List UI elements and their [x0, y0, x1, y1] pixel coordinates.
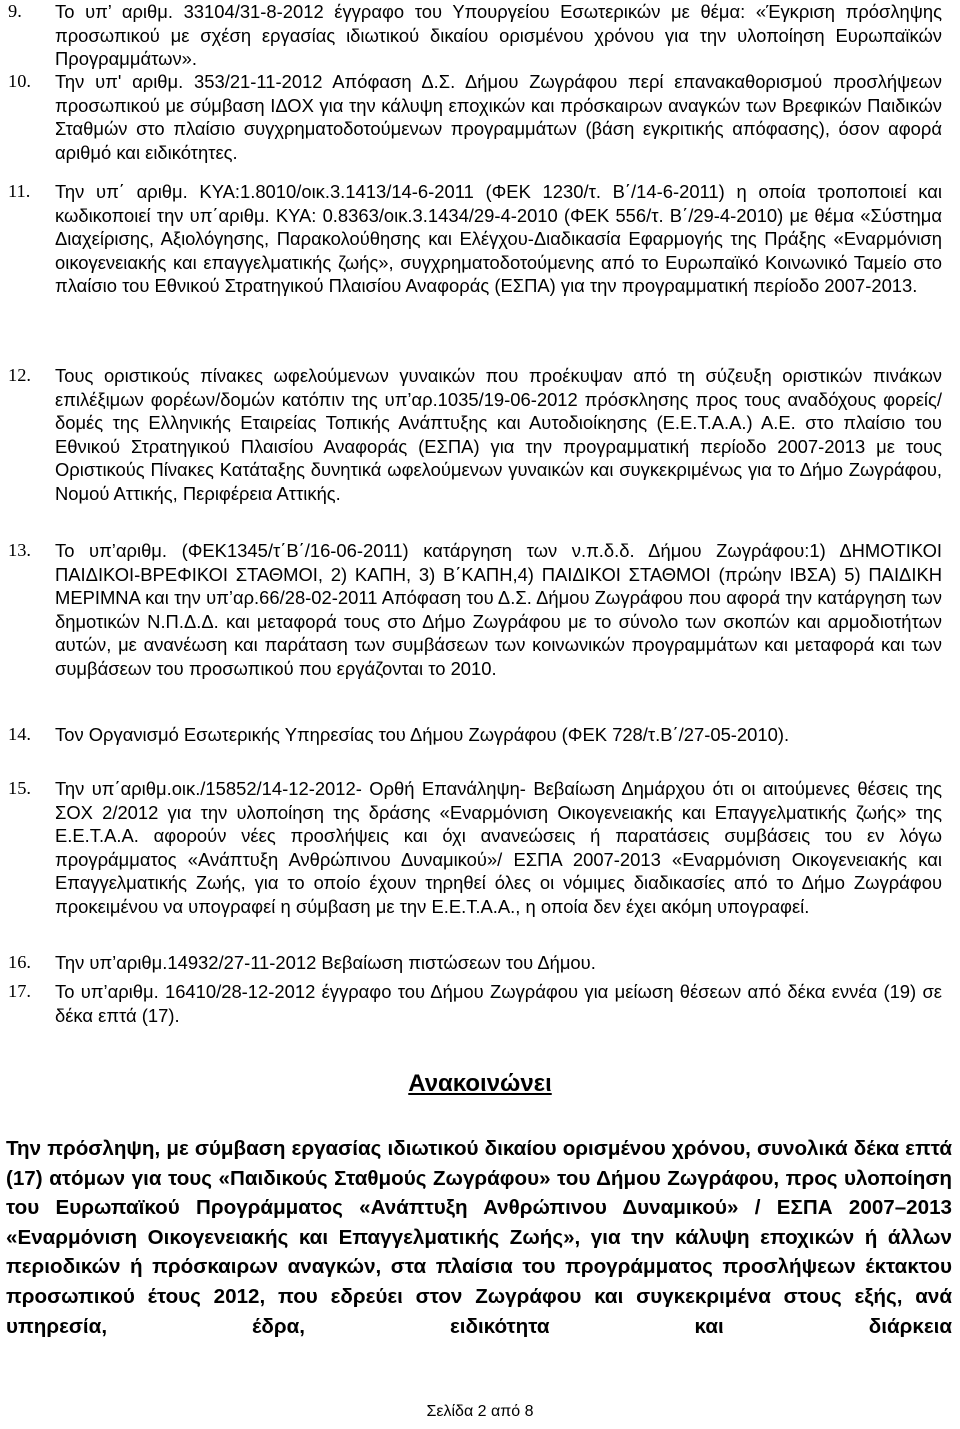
item-number: 17. — [8, 981, 31, 1001]
list-item — [0, 980, 960, 1027]
item-number: 9. — [8, 1, 22, 21]
announcement-paragraph: Την πρόσληψη, με σύμβαση εργασίας ιδιωτικού δικαίου ορισμένου χρόνου, συνολικά δέκα επτά (17) ατόμων για τους «Παιδικούς Σταθμούς Ζωγράφου» του Δήμου Ζωγράφου, προς υλοποίηση του Ευρωπαϊκού Προγράμματος «Ανάπτυξη Ανθρώπινου Δυναμικού» / ΕΣΠΑ 2007–2013 «Εναρμόνιση Οικογενειακής και Επαγγελματικής Ζωής», για την κάλυψη εποχικών ή άλλων περιοδικών ή πρόσκαιρων αναγκών, στα πλαίσια του προγράμματος προσλήψεων έκτακτου προσωπικού έτους 2012, που εδρεύει στον Ζωγράφου και συγκεκριμένα στους εξής, ανά υπηρεσία, έδρα, ειδικότητα και διάρκεια — [6, 1137, 952, 1338]
item-text: Το υπ’αριθμ. (ΦΕΚ1345/τ΄Β΄/16-06-2011) κατάργηση των ν.π.δ.δ. Δήμου Ζωγράφου:1) ΔΗΜΟΤΙΚΟΙ ΠΑΙΔΙΚΟΙ-ΒΡΕΦΙΚΟΙ ΣΤΑΘΜΟΙ, 2) ΚΑΠΗ, 3) Β΄ΚΑΠΗ,4) ΠΑΙΔΙΚΟΙ ΣΤΑΘΜΟΙ (πρώην ΙΒΣΑ) 5) ΠΑΙΔΙΚΗ ΜΕΡΙΜΝΑ και την υπ’αρ.66/28-02-2011 Απόφαση του Δ.Σ. Δήμου Ζωγράφου που αφορά την κατάργηση των δημοτικών Ν.Π.Δ.Δ. και μεταφορά τους στο Δήμο Ζωγράφου με το σύνολο των σκοπών και αρμοδιοτήτων αυτών, με ανανέωση και παράταση των συμβάσεων των κοινωνικών προγραμμάτων και μεταφορά και των συμβάσεων του προσωπικού που εργάζονται το 2010. — [55, 540, 942, 679]
item-text: Την υπ΄ αριθμ. ΚΥΑ:1.8010/οικ.3.1413/14-6-2011 (ΦΕΚ 1230/τ. Β΄/14-6-2011) η οποία τροποποιεί και κωδικοποιεί την υπ΄αριθμ. ΚΥΑ: 0.8363/οικ.3.1434/29-4-2010 (ΦΕΚ 556/τ. Β΄/29-4-2010) με θέμα «Σύστημα Διαχείρισης, Αξιολόγησης, Παρακολούθησης και Ελέγχου-Διαδικασία Εφαρμογής της Πράξης «Εναρμόνιση οικογενειακής και επαγγελματικής ζωής», συγχρηματοδοτούμενης από το Ευρωπαϊκό Κοινωνικό Ταμείο στο πλαίσιο του Εθνικού Στρατηγικού Πλαισίου Αναφοράς (ΕΣΠΑ) για την προγραμματική περίοδο 2007-2013. — [55, 181, 942, 297]
list-item — [0, 364, 960, 506]
item-text: Τους οριστικούς πίνακες ωφελούμενων γυναικών που προέκυψαν από τη σύζευξη οριστικών πινάκων επιλέξιμων φορέων/δομών κατόπιν της υπ’αρ.1035/19-06-2012 πρόσκλησης προς τους αναδόχους φορείς/δομές της Ελληνικής Εταιρείας Τοπικής Ανάπτυξης και Αυτοδιοίκησης (Ε.Ε.Τ.Α.Α.) Α.Ε. στο πλαίσιο του Εθνικού Στρατηγικού Πλαισίου Αναφοράς (ΕΣΠΑ) για την προγραμματική περίοδο 2007-2013 με τους Οριστικούς Πίνακες Κατάταξης δυνητικά ωφελούμενων γυναικών και συγκεκριμένως για το Δήμο Ζωγράφου, Νομού Αττικής, Περιφέρεια Αττικής. — [55, 365, 942, 504]
item-number: 13. — [8, 540, 31, 560]
list-item — [0, 180, 960, 298]
item-number: 10. — [8, 71, 31, 91]
item-text: Το υπ’ αριθμ. 33104/31-8-2012 έγγραφο του Υπουργείου Εσωτερικών με θέμα: «Έγκριση πρόσληψης προσωπικού με σχέση εργασίας ιδιωτικού δικαίου ορισμένου χρόνου για την υλοποίηση Ευρωπαϊκών Προγραμμάτων». — [55, 1, 942, 70]
item-number: 16. — [8, 952, 31, 972]
list-item — [0, 777, 960, 919]
item-text: Την υπ΄αριθμ.οικ./15852/14-12-2012- Ορθή Επανάληψη- Βεβαίωση Δημάρχου ότι οι αιτούμενες θέσεις της ΣΟΧ 2/2012 για την υλοποίηση της δράσης «Εναρμόνιση Οικογενειακής και Επαγγελματικής ζωής» της Ε.Ε.Τ.Α.Α. αφορούν νέες προσλήψεις και όχι ανανεώσεις ή παρατάσεις συμβάσεις του εν λόγω προγράμματος «Ανάπτυξη Ανθρώπινου Δυναμικού»/ ΕΣΠΑ 2007-2013 «Εναρμόνιση Οικογενειακής και Επαγγελματικής Ζωής, για το οποίο έχουν τηρηθεί όλες οι νόμιμες διαδικασίες από το Δήμο Ζωγράφου προκειμένου να υπογραφεί η σύμβαση με την Ε.Ε.Τ.Α.Α., η οποία δεν έχει ακόμη υπογραφεί. — [55, 778, 942, 917]
item-text: Την υπ’αριθμ.14932/27-11-2012 Βεβαίωση πιστώσεων του Δήμου. — [55, 952, 596, 973]
item-number: 11. — [8, 181, 31, 201]
item-text: Το υπ’αριθμ. 16410/28-12-2012 έγγραφο του Δήμου Ζωγράφου για μείωση θέσεων από δέκα εννέα (19) σε δέκα επτά (17). — [55, 981, 942, 1026]
section-heading: Ανακοινώνει — [408, 1070, 552, 1097]
list-item — [0, 70, 960, 164]
item-number: 15. — [8, 778, 31, 798]
item-text: Τον Οργανισμό Εσωτερικής Υπηρεσίας του Δήμου Ζωγράφου (ΦΕΚ 728/τ.Β΄/27-05-2010). — [55, 724, 790, 745]
list-item — [0, 723, 960, 747]
list-item — [0, 951, 960, 975]
item-number: 14. — [8, 724, 31, 744]
page-footer: Σελίδα 2 από 8 — [426, 1403, 534, 1420]
item-text: Την υπ' αριθμ. 353/21-11-2012 Απόφαση Δ.Σ. Δήμου Ζωγράφου περί επανακαθορισμού προσλήψεων προσωπικού με σύμβαση ΙΔΟΧ για την κάλυψη εποχικών και πρόσκαιρων αναγκών των Βρεφικών Παιδικών Σταθμών στο πλαίσιο συγχρηματοδοτούμενων προγραμμάτων (βάση εγκριτικής απόφασης), όσον αφορά αριθμό και ειδικότητες. — [55, 71, 942, 163]
list-item — [0, 539, 960, 681]
list-item — [0, 0, 960, 71]
item-number: 12. — [8, 365, 31, 385]
